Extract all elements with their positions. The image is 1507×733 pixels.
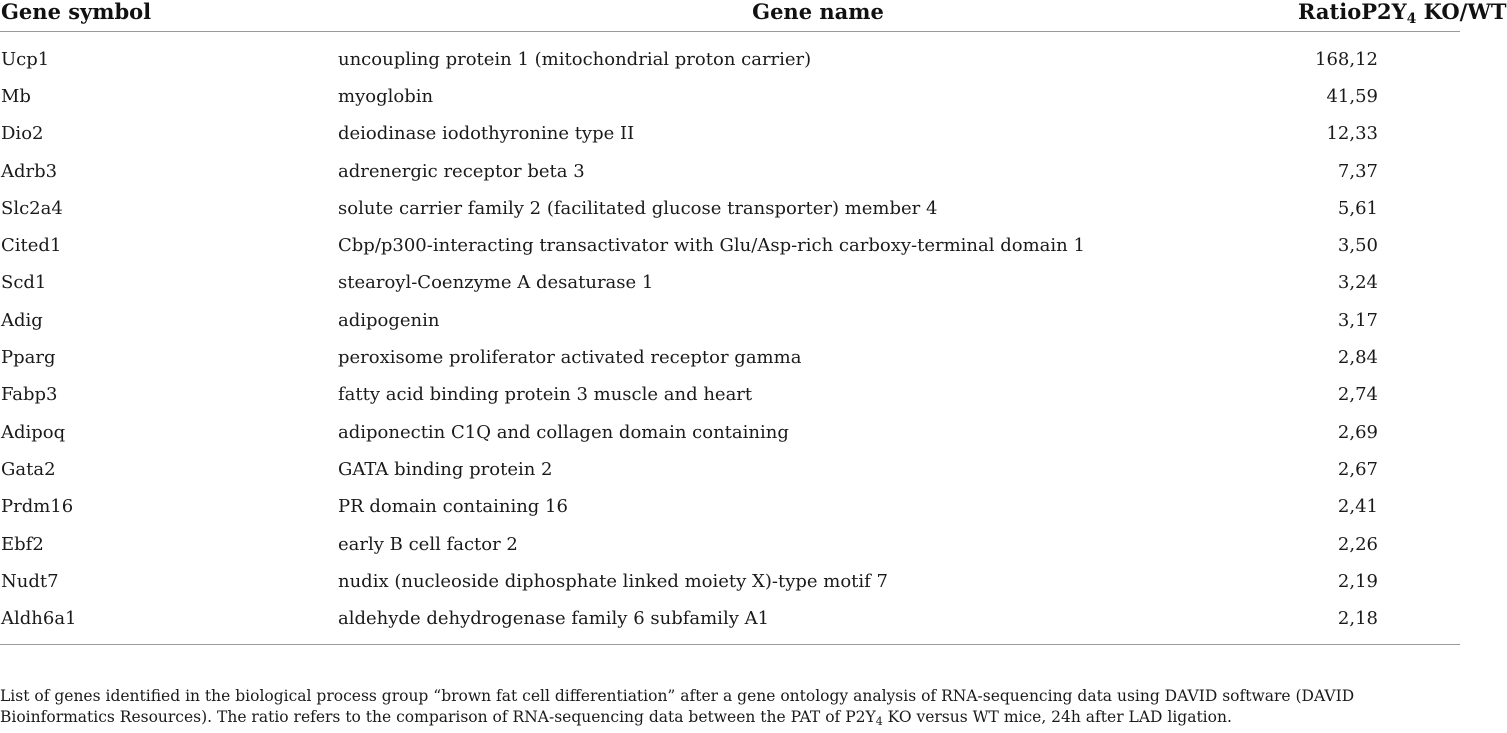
gene-name-cell: GATA binding protein 2 (338, 458, 553, 480)
table-row (0, 78, 1460, 115)
table-row (0, 414, 1460, 451)
ratio-cell: 5,61 (1337, 197, 1378, 219)
ratio-cell: 3,17 (1337, 309, 1378, 331)
gene-name-cell: adipogenin (338, 309, 440, 331)
gene-name-cell: PR domain containing 16 (338, 496, 568, 518)
gene-symbol-cell: Aldh6a1 (0, 600, 338, 644)
footnote-subscript: 4 (875, 715, 883, 728)
table-row (0, 265, 1460, 302)
ratio-cell: 2,19 (1337, 570, 1378, 592)
gene-symbol-cell: Adipoq (1, 421, 66, 443)
header-gene-symbol: Gene symbol (0, 0, 338, 32)
gene-name-cell: Cbp/p300-interacting transactivator with Glu/Asp-rich carboxy-terminal domain 1 (338, 235, 1085, 257)
table-row (0, 451, 1460, 488)
gene-name-cell: peroxisome proliferator activated receptor gamma (338, 347, 802, 369)
footnote-text-part1: List of genes identified in the biological process group “brown fat cell differentiation” after a gene ontology analysis of RNA-sequencing data using DAVID software (DAVID Bioinformatics Resources). The ratio refers to the comparison of RNA-sequencing data between the PAT of P2Y (0, 687, 1355, 726)
gene-symbol-cell: Gata2 (1, 458, 56, 480)
gene-symbol-cell: Ucp1 (1, 48, 50, 70)
gene-symbol-cell: Slc2a4 (1, 197, 63, 219)
ratio-cell: 2,74 (1337, 384, 1378, 406)
table-row (0, 153, 1460, 190)
ratio-cell: 3,24 (1337, 272, 1378, 294)
ratio-cell: 2,41 (1337, 496, 1378, 518)
header-row (0, 0, 1460, 32)
table-row (0, 339, 1460, 376)
gene-name-cell: adiponectin C1Q and collagen domain containing (338, 421, 789, 443)
table-footnote (0, 686, 1458, 732)
table-row (0, 227, 1460, 264)
table-row (0, 302, 1460, 339)
table-row (0, 116, 1460, 153)
gene-name-cell: myoglobin (338, 85, 434, 107)
gene-symbol-cell: Adig (1, 309, 43, 331)
ratio-cell: 2,69 (1337, 421, 1378, 443)
header-ratio-post: KO/WT (1416, 0, 1507, 24)
gene-symbol-cell: Dio2 (1, 123, 44, 145)
gene-symbol-cell: Prdm16 (1, 496, 74, 518)
gene-symbol-cell: Adrb3 (1, 160, 58, 182)
gene-name-cell: deiodinase iodothyronine type II (338, 123, 635, 145)
gene-name-cell: fatty acid binding protein 3 muscle and heart (338, 384, 753, 406)
gene-name-cell: uncoupling protein 1 (mitochondrial proton carrier) (338, 48, 812, 70)
ratio-cell: 12,33 (1326, 123, 1378, 145)
table-row (0, 489, 1460, 526)
gene-name-cell: stearoyl-Coenzyme A desaturase 1 (338, 272, 654, 294)
table-row (0, 190, 1460, 227)
footnote-text-part2: KO versus WT mice, 24h after LAD ligation. (882, 708, 1232, 726)
ratio-cell: 168,12 (1315, 48, 1378, 70)
gene-name-cell: aldehyde dehydrogenase family 6 subfamily A1 (338, 600, 1298, 644)
gene-symbol-cell: Ebf2 (1, 533, 44, 555)
header-ratio-subscript: 4 (1406, 11, 1417, 27)
table-row (0, 377, 1460, 414)
ratio-cell: 3,50 (1337, 235, 1378, 257)
ratio-cell: 2,26 (1337, 533, 1378, 555)
gene-symbol-cell: Nudt7 (1, 570, 59, 592)
gene-symbol-cell: Cited1 (1, 235, 62, 257)
gene-name-cell: early B cell factor 2 (338, 533, 518, 555)
gene-name-cell: adrenergic receptor beta 3 (338, 160, 585, 182)
gene-symbol-cell: Scd1 (1, 272, 47, 294)
ratio-cell: 2,18 (1298, 600, 1460, 644)
header-ratio-pre: RatioP2Y (1298, 0, 1407, 24)
gene-name-cell: solute carrier family 2 (facilitated glucose transporter) member 4 (338, 197, 938, 219)
table-row (0, 600, 1460, 644)
gene-name-cell: nudix (nucleoside diphosphate linked moiety X)-type motif 7 (338, 570, 888, 592)
ratio-cell: 7,37 (1337, 160, 1378, 182)
gene-symbol-cell: Pparg (1, 347, 56, 369)
ratio-cell: 41,59 (1326, 85, 1378, 107)
table-row (0, 32, 1460, 79)
table-row (0, 526, 1460, 563)
ratio-cell: 2,67 (1337, 458, 1378, 480)
header-ratio (1298, 0, 1507, 32)
gene-symbol-cell: Fabp3 (1, 384, 58, 406)
table-body (0, 32, 1460, 645)
table-row (0, 563, 1460, 600)
table-header (0, 0, 1507, 32)
header-gene-name: Gene name (338, 0, 1298, 32)
ratio-cell: 2,84 (1337, 347, 1378, 369)
gene-symbol-cell: Mb (1, 85, 31, 107)
